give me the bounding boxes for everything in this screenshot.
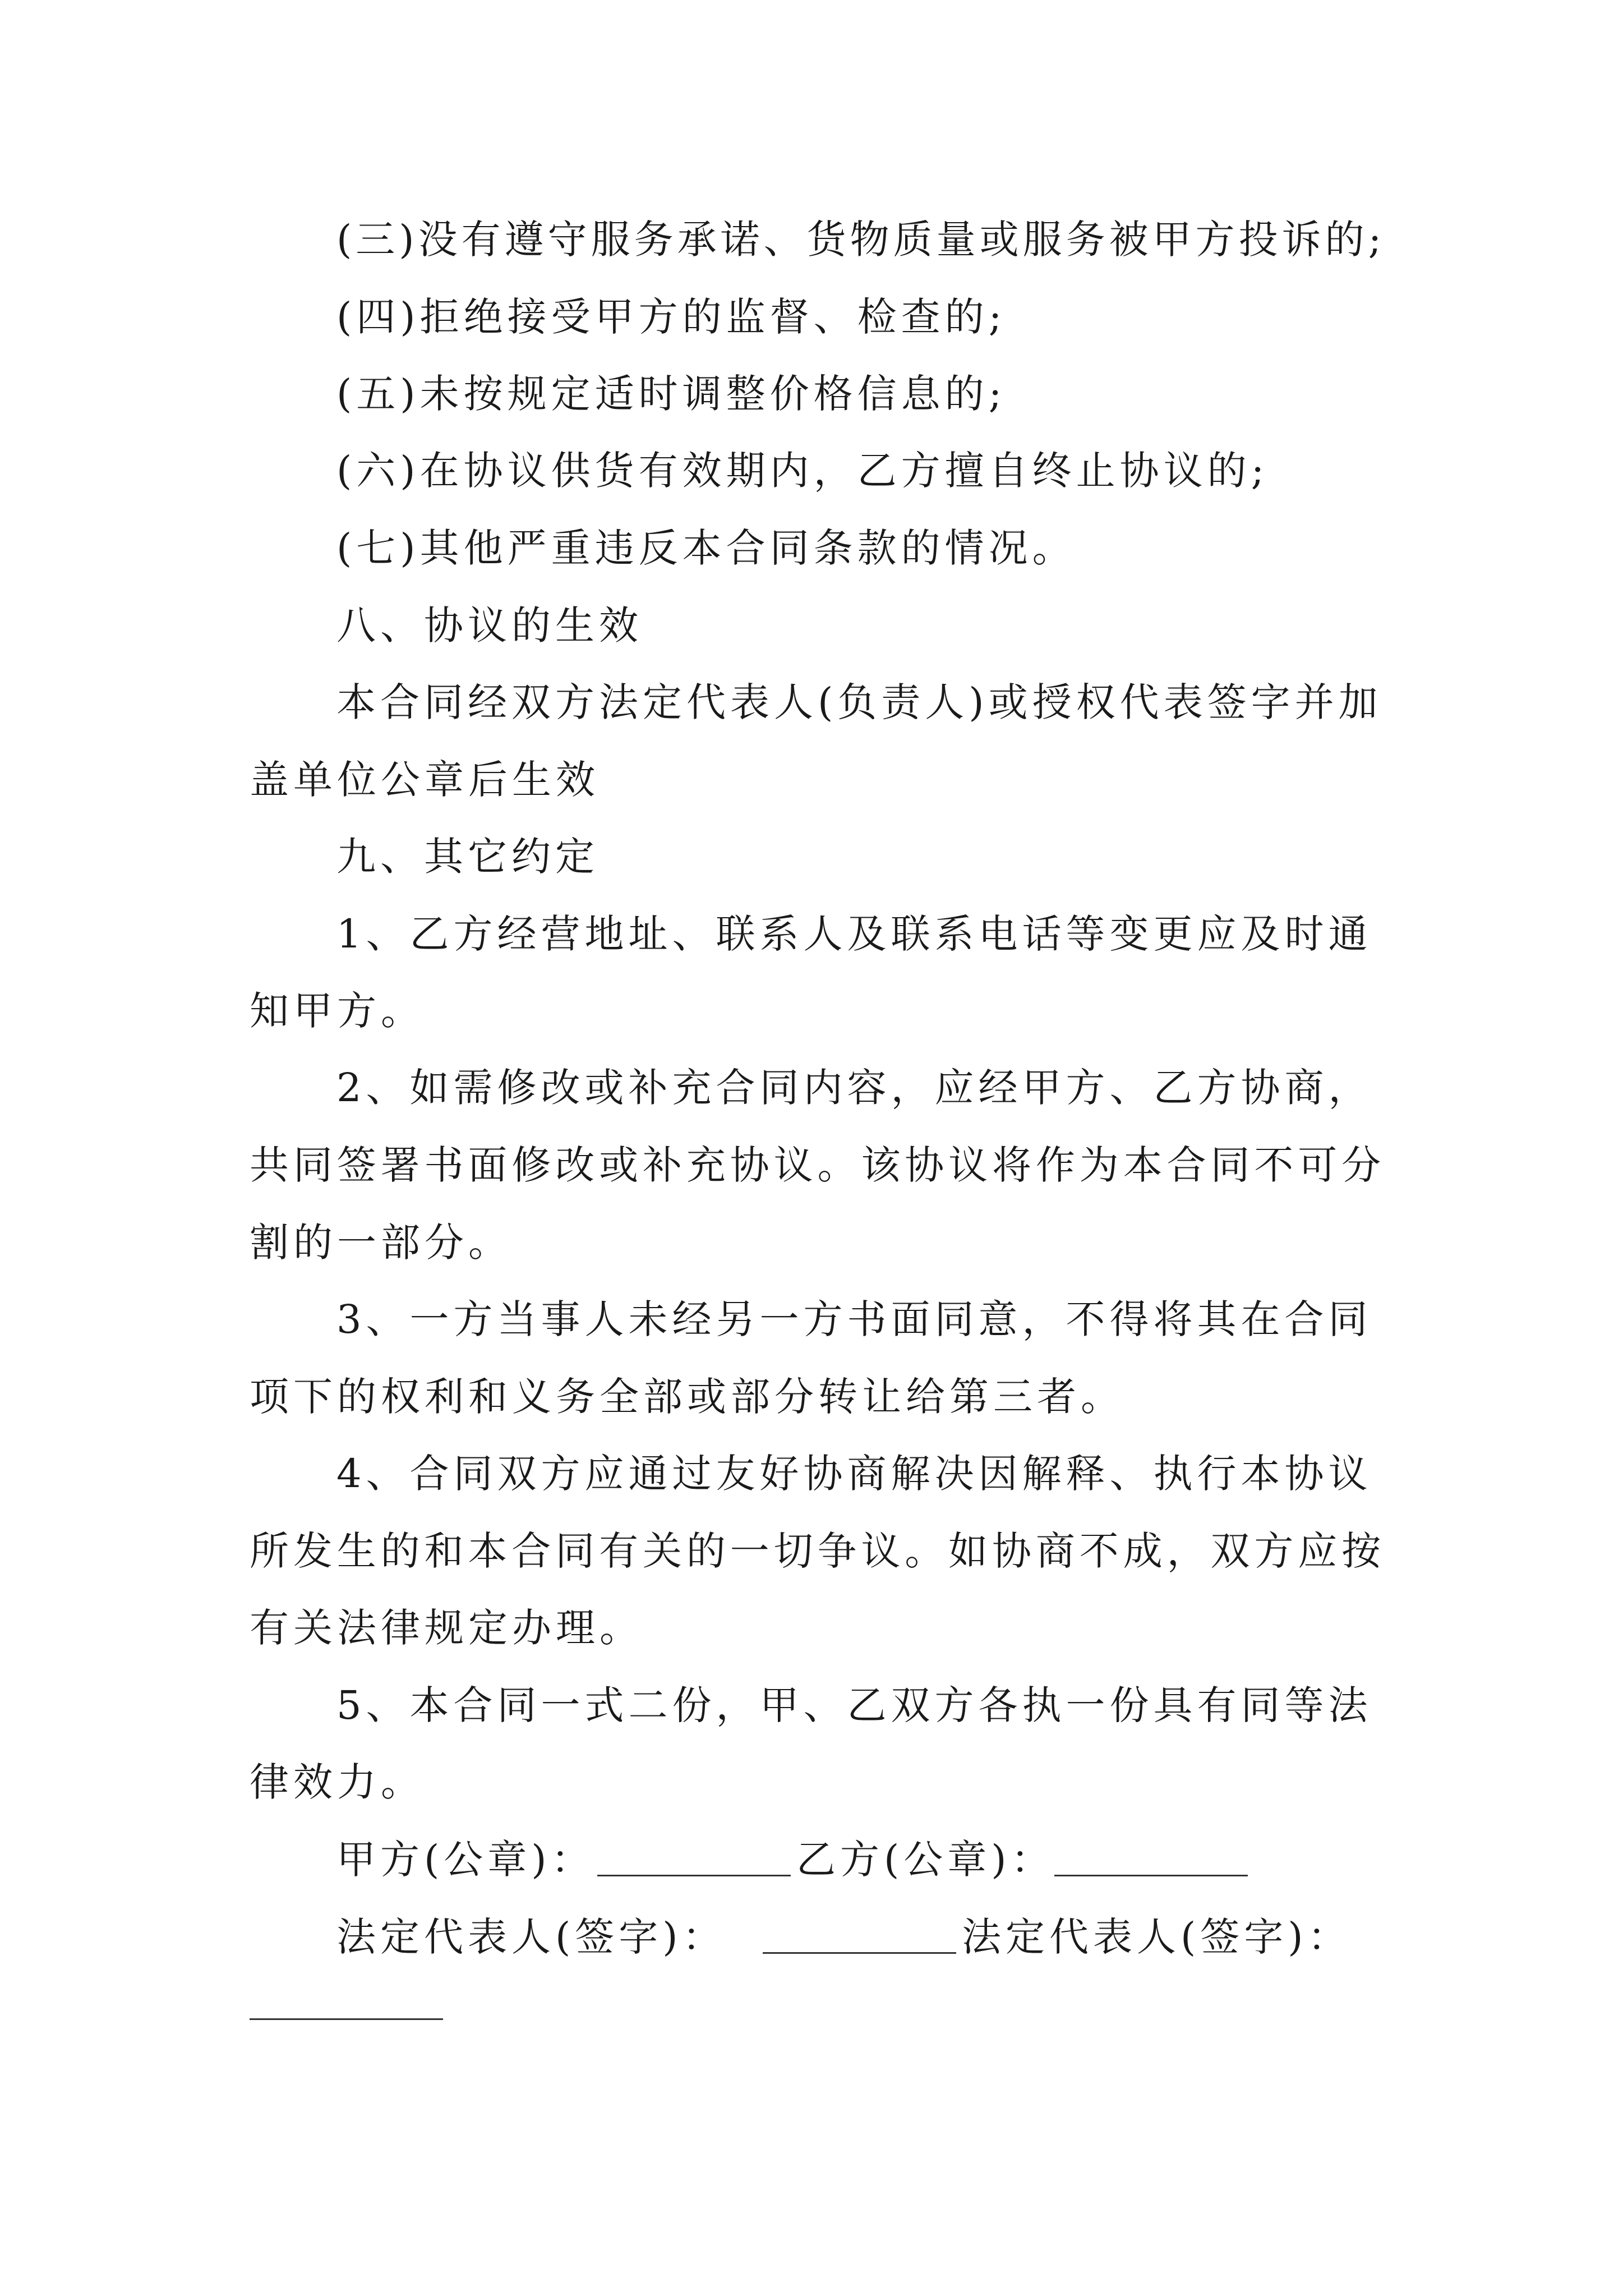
- item-3-line-1: 3、一方当事人未经另一方书面同意，不得将其在合同: [336, 1296, 1372, 1342]
- section-8-text-line-2: 盖单位公章后生效: [250, 757, 600, 803]
- item-5-line-2: 律效力。: [250, 1759, 425, 1805]
- item-4-line-1: 4、合同双方应通过友好协商解决因解释、执行本协议: [336, 1451, 1372, 1497]
- clause-5: (五)未按规定适时调整价格信息的;: [336, 371, 1007, 417]
- clause-7: (七)其他严重违反本合同条款的情况。: [336, 525, 1076, 571]
- item-2-line-2: 共同签署书面修改或补充协议。该协议将作为本合同不可分: [250, 1142, 1385, 1188]
- item-4-line-2: 所发生的和本合同有关的一切争议。如协商不成，双方应按: [250, 1528, 1385, 1574]
- party-a-rep-label: 法定代表人(签字)：: [336, 1914, 726, 1960]
- party-b-seal-blank: [1054, 1875, 1248, 1876]
- section-9-heading: 九、其它约定: [336, 834, 599, 880]
- clause-4: (四)拒绝接受甲方的监督、检查的;: [336, 294, 1007, 340]
- section-8-heading: 八、协议的生效: [336, 602, 643, 648]
- party-a-seal-blank: [597, 1875, 791, 1876]
- party-b-rep-label: 法定代表人(签字)：: [962, 1914, 1352, 1960]
- item-2-line-1: 2、如需修改或补充合同内容，应经甲方、乙方协商，: [336, 1065, 1372, 1111]
- section-8-text-line-1: 本合同经双方法定代表人(负责人)或授权代表签字并加: [336, 679, 1382, 725]
- item-1-line-1: 1、乙方经营地址、联系人及联系电话等变更应及时通: [336, 911, 1372, 957]
- party-a-rep-blank: [763, 1952, 956, 1954]
- item-3-line-2: 项下的权利和义务全部或部分转让给第三者。: [250, 1374, 1124, 1420]
- party-b-rep-blank: [250, 2018, 443, 2020]
- clause-6: (六)在协议供货有效期内，乙方擅自终止协议的;: [336, 448, 1269, 494]
- party-b-seal-label: 乙方(公章)：: [796, 1837, 1055, 1883]
- clause-3: (三)没有遵守服务承诺、货物质量或服务被甲方投诉的;: [336, 217, 1386, 263]
- item-1-line-2: 知甲方。: [250, 988, 425, 1034]
- item-5-line-1: 5、本合同一式二份，甲、乙双方各执一份具有同等法: [336, 1682, 1372, 1728]
- item-2-line-3: 割的一部分。: [250, 1220, 512, 1266]
- item-4-line-3: 有关法律规定办理。: [250, 1605, 643, 1651]
- party-a-seal-label: 甲方(公章)：: [336, 1837, 595, 1883]
